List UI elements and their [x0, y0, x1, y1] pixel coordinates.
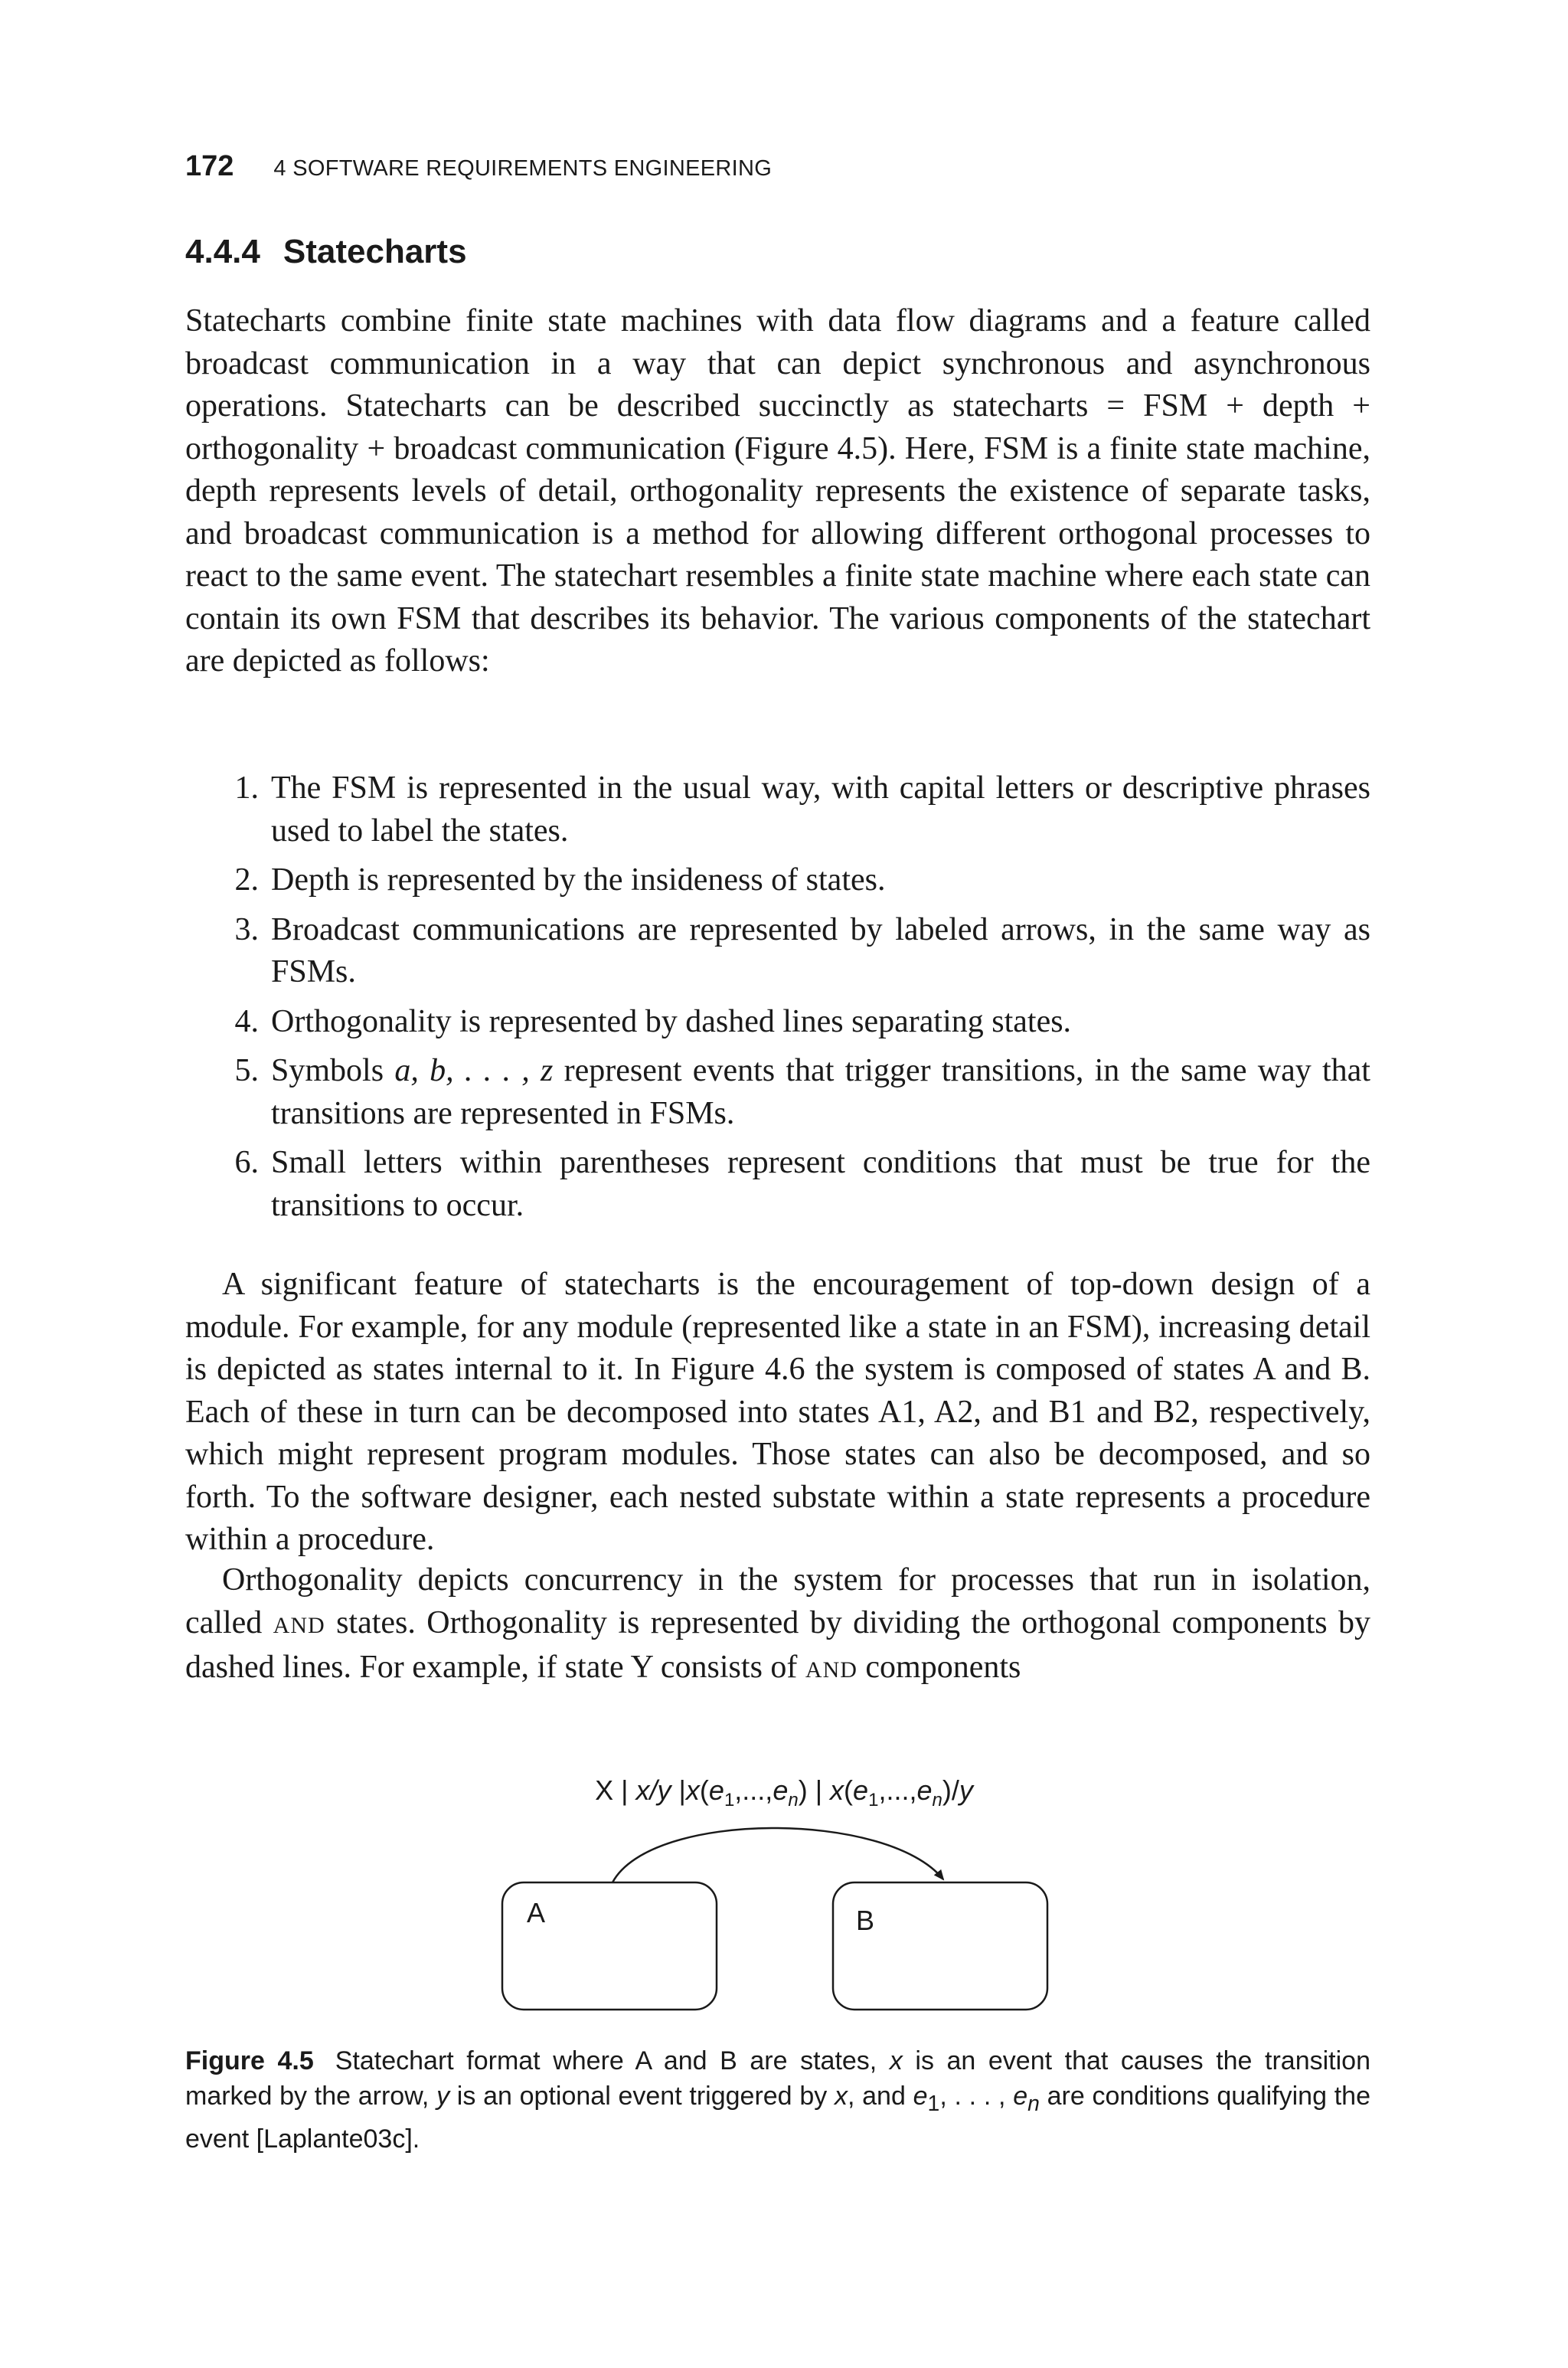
caption-subscript: 1 [927, 2091, 940, 2116]
list-item [185, 1142, 1370, 1227]
statechart-diagram [0, 1746, 1568, 2022]
caption-text: are conditions qualifying the event [Laplante03c]. [185, 2082, 1371, 2154]
section-title: Statecharts [283, 233, 467, 270]
running-title: 4 SOFTWARE REQUIREMENTS ENGINEERING [273, 156, 773, 181]
caption-subscript: n [1027, 2091, 1040, 2116]
list-item-number: 3. [234, 911, 259, 947]
list-item-number: 4. [234, 1003, 259, 1039]
caption-text: Statechart format where A and B are states, [335, 2046, 890, 2075]
caption-var: x [834, 2082, 848, 2111]
paragraph-top-down: A significant feature of statecharts is the encouragement of top-down design of a module. For example, for any module (represented like a state in an FSM), increasing detail is depicted as states internal to it. In Figure 4.6 the system is composed of states A and B. Each of these in turn can be decomposed into states A1, A2, and B1 and B2, respectively, which might represent program modules. Those states can also be decomposed, and so forth. To the software designer, each nested substate within a state represents a procedure within a procedure. [185, 1267, 1370, 1557]
caption-var: e [913, 2082, 928, 2111]
list-item [185, 909, 1370, 994]
section-heading [185, 233, 467, 271]
list-item [185, 1050, 1370, 1135]
paragraph-text: states. Orthogonality is represented by dividing the orthogonal components by dashed lines. For example, if state Y consists of [185, 1604, 1370, 1685]
caption-text: , and [847, 2082, 913, 2111]
transition-arrow [612, 1828, 943, 1882]
list-item-text-post: represent events that trigger transitions, in the same way that transitions are represented in FSMs. [271, 1053, 1370, 1131]
running-header [185, 150, 772, 196]
list-item [185, 1001, 1370, 1044]
list-item-text-pre: Symbols [271, 1053, 395, 1088]
components-list [185, 767, 1370, 1234]
list-item-number: 5. [234, 1053, 259, 1088]
paragraph-text: components [857, 1650, 1021, 1685]
list-item-number: 2. [234, 862, 259, 898]
event-symbols: a, b, . . . , z [394, 1053, 554, 1088]
caption-text: is an event that causes the transition marked by the arrow, [185, 2046, 1370, 2111]
page-number: 172 [185, 150, 234, 182]
caption-text: is an optional event triggered by [449, 2082, 835, 2111]
state-a-label: A [527, 1897, 546, 1928]
list-item-text: The FSM is represented in the usual way, with capital letters or descriptive phrases used to label the states. [271, 770, 1370, 849]
paragraph-text: Orthogonality depicts concurrency in the system for processes that run in isolation, called [185, 1562, 1370, 1640]
list-item-number: 6. [234, 1145, 259, 1180]
transition-label: X | x/y $|x(e_1,...,e_n)$ | $x(e_1,...,e_n)/y$ [595, 1774, 973, 1810]
small-caps-and: AND [805, 1657, 858, 1683]
caption-var: x [889, 2046, 903, 2075]
list-item-number: 1. [234, 770, 259, 806]
list-item-text: Small letters within parentheses represent conditions that must be true for the transitions to occur. [271, 1145, 1370, 1223]
list-item-text: Broadcast communications are represented by labeled arrows, in the same way as FSMs. [271, 911, 1370, 989]
state-b-label: B [856, 1905, 875, 1936]
small-caps-and: AND [273, 1612, 325, 1638]
caption-text: , . . . , [939, 2082, 1014, 2111]
caption-label: Figure 4.5 [185, 2046, 314, 2075]
list-item-text: Orthogonality is represented by dashed lines separating states. [271, 1003, 1072, 1039]
caption-var: e [1013, 2082, 1028, 2111]
paragraph-intro: Statecharts combine finite state machines with data flow diagrams and a feature called broadcast communication in a way that can depict synchronous and asynchronous operations. Statecharts can be described succinctly as statecharts = FSM + depth + orthogonality + broadcast communication (Figure 4.5). Here, FSM is a finite state machine, depth represents levels of detail, orthogonality represents the existence of separate tasks, and broadcast communication is a method for allowing different orthogonal processes to react to the same event. The statechart resembles a finite state machine where each state can contain its own FSM that describes its behavior. The various components of the statechart are depicted as follows: [185, 303, 1370, 679]
list-item-text: Depth is represented by the insideness of states. [271, 862, 886, 898]
paragraph-orthogonality [185, 1559, 1370, 1692]
figure-caption [185, 2043, 1370, 2157]
caption-var: y [436, 2082, 450, 2111]
list-item-text [271, 1050, 1370, 1135]
section-number: 4.4.4 [185, 233, 260, 270]
state-b-box [833, 1882, 1047, 2010]
list-item [185, 767, 1370, 852]
list-item [185, 859, 1370, 902]
figure-statechart [0, 1746, 1568, 2022]
